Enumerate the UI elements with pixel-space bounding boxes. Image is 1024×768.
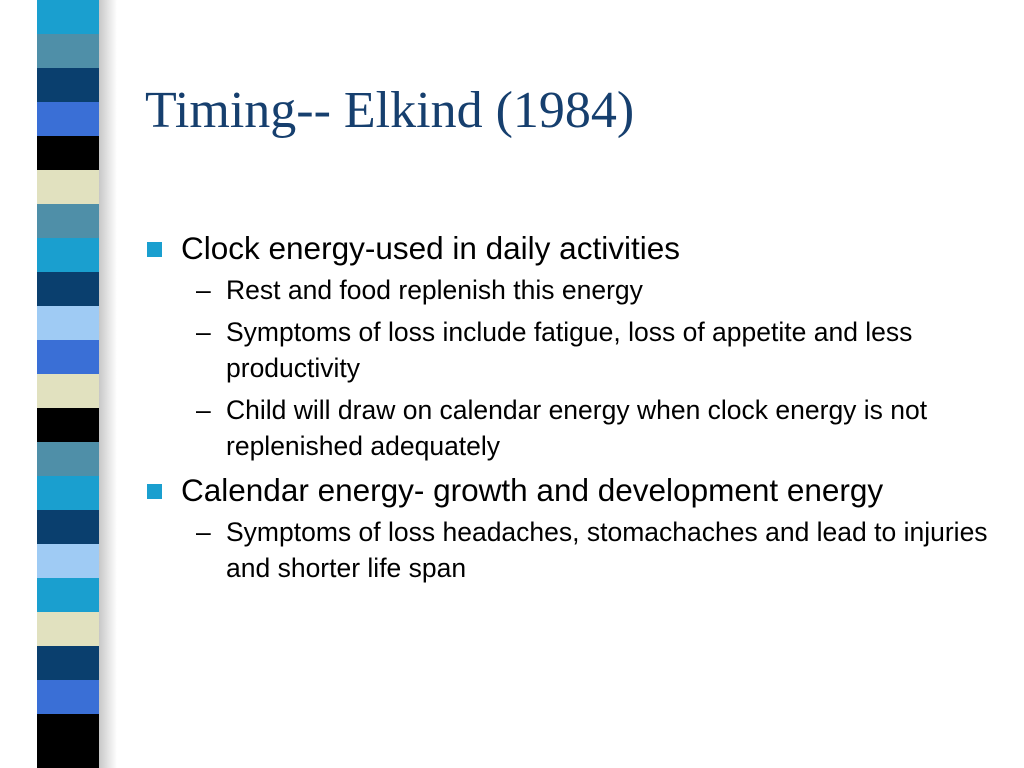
sub-bullet-item xyxy=(181,314,995,386)
stripe-block xyxy=(37,578,99,612)
stripe-block xyxy=(37,34,99,68)
sub-bullet-item xyxy=(181,514,995,586)
stripe-block xyxy=(37,102,99,136)
bullet-item xyxy=(145,228,995,464)
dash-marker: – xyxy=(196,395,211,425)
stripe-block xyxy=(37,136,99,170)
decorative-stripe xyxy=(37,0,99,768)
sub-bullet-list xyxy=(181,272,995,464)
dash-marker: – xyxy=(196,275,211,305)
dash-marker: – xyxy=(196,317,211,347)
square-bullet-icon xyxy=(147,484,162,499)
bullet-text: Calendar energy- growth and development energy xyxy=(181,472,884,508)
stripe-block xyxy=(37,68,99,102)
stripe-shadow xyxy=(99,0,117,768)
bullet-item xyxy=(145,470,995,586)
stripe-block xyxy=(37,238,99,272)
stripe-block xyxy=(37,170,99,204)
stripe-block xyxy=(37,408,99,442)
sub-bullet-item xyxy=(181,392,995,464)
sub-bullet-text: Child will draw on calendar energy when clock energy is not replenished adequately xyxy=(226,395,928,461)
bullet-text: Clock energy-used in daily activities xyxy=(181,230,680,266)
stripe-block xyxy=(37,340,99,374)
sub-bullet-item xyxy=(181,272,995,308)
stripe-block xyxy=(37,204,99,238)
stripe-block xyxy=(37,272,99,306)
stripe-block xyxy=(37,544,99,578)
sub-bullet-text: Symptoms of loss include fatigue, loss of appetite and less productivity xyxy=(226,317,913,383)
stripe-block xyxy=(37,714,99,768)
sub-bullet-text: Symptoms of loss headaches, stomachaches and lead to injuries and shorter life span xyxy=(226,517,988,583)
stripe-block xyxy=(37,510,99,544)
stripe-block xyxy=(37,374,99,408)
square-bullet-icon xyxy=(147,242,162,257)
stripe-block xyxy=(37,442,99,476)
sub-bullet-list xyxy=(181,514,995,586)
slide-title: Timing-- Elkind (1984) xyxy=(145,82,635,139)
stripe-block xyxy=(37,680,99,714)
stripe-block xyxy=(37,646,99,680)
dash-marker: – xyxy=(196,517,211,547)
stripe-block xyxy=(37,612,99,646)
stripe-block xyxy=(37,306,99,340)
bullet-list xyxy=(145,228,995,592)
stripe-block xyxy=(37,476,99,510)
stripe-block xyxy=(37,0,99,34)
sub-bullet-text: Rest and food replenish this energy xyxy=(226,275,643,305)
